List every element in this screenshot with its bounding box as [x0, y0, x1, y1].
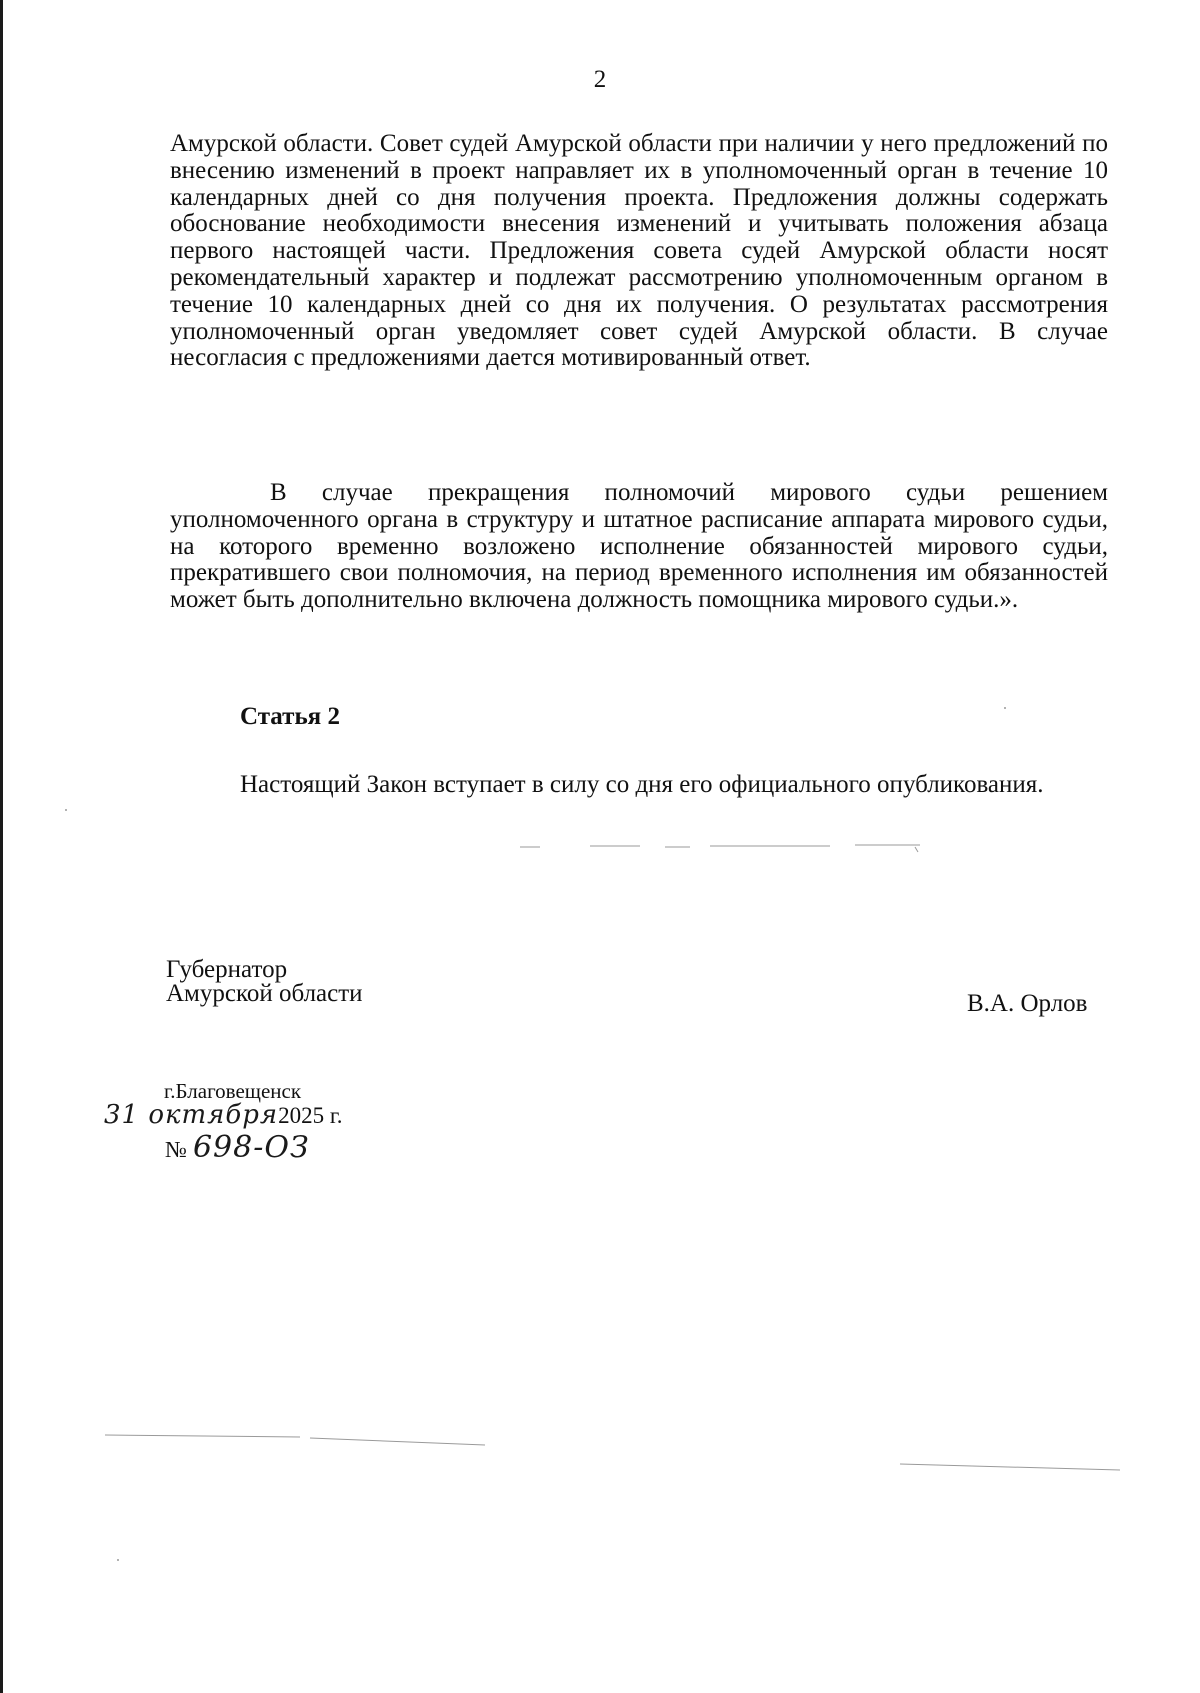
- handwritten-law-number: 698-ОЗ: [192, 1130, 310, 1165]
- body-paragraph-2: В случае прекращения полномочий мирового судьи решением уполномоченного органа в структуру и штатное расписание аппарата мирового судьи, на которого временно возложено исполнение обязанностей мирового судьи, прекратившего свои полномочия, на период временного исполнения им обязанностей может быть дополнительно включена должность помощника мирового судьи.».: [170, 479, 1108, 614]
- article-heading: Статья 2: [240, 703, 340, 730]
- signatory-name: В.А. Орлов: [967, 990, 1088, 1017]
- handwritten-date: 31 октября: [104, 1100, 279, 1130]
- scan-left-edge: [0, 0, 3, 1693]
- article-text: Настоящий Закон вступает в силу со дня его официального опубликования.: [240, 771, 1044, 798]
- place-of-signing: г.Благовещенск: [164, 1079, 302, 1103]
- signing-year: 2025 г.: [278, 1103, 343, 1128]
- signing-date: [104, 1100, 342, 1130]
- scan-artifact-line: [105, 1435, 300, 1437]
- signatory-position-line-1: Губернатор: [166, 956, 288, 983]
- number-label: №: [165, 1137, 187, 1162]
- law-number: [165, 1130, 310, 1165]
- body-paragraph-1: Амурской области. Совет судей Амурской области при наличии у него предложений по внесению изменений в проект направляет их в уполномоченный орган в течение 10 календарных дней со дня получения проекта. Предложения должны содержать обоснование необходимости внесения изменений и учитывать положения абзаца первого настоящей части. Предложения совета судей Амурской области носят рекомендательный характер и подлежат рассмотрению уполномоченным органом в течение 10 календарных дней со дня их получения. О результатах рассмотрения уполномоченный орган уведомляет совет судей Амурской области. В случае несогласия с предложениями дается мотивированный ответ.: [170, 130, 1108, 372]
- scan-artifact-dot: [117, 1559, 119, 1561]
- page-number: 2: [593, 66, 607, 93]
- signatory-position-line-2: Амурской области: [166, 980, 363, 1007]
- scan-artifact-dot: [1004, 707, 1006, 709]
- scan-artifact-line: [900, 1464, 1120, 1470]
- signatory-position: [166, 958, 363, 1006]
- scan-artifact-line: [310, 1438, 485, 1445]
- scan-artifact-dot: [65, 809, 67, 811]
- scan-artifact-line: [915, 847, 918, 852]
